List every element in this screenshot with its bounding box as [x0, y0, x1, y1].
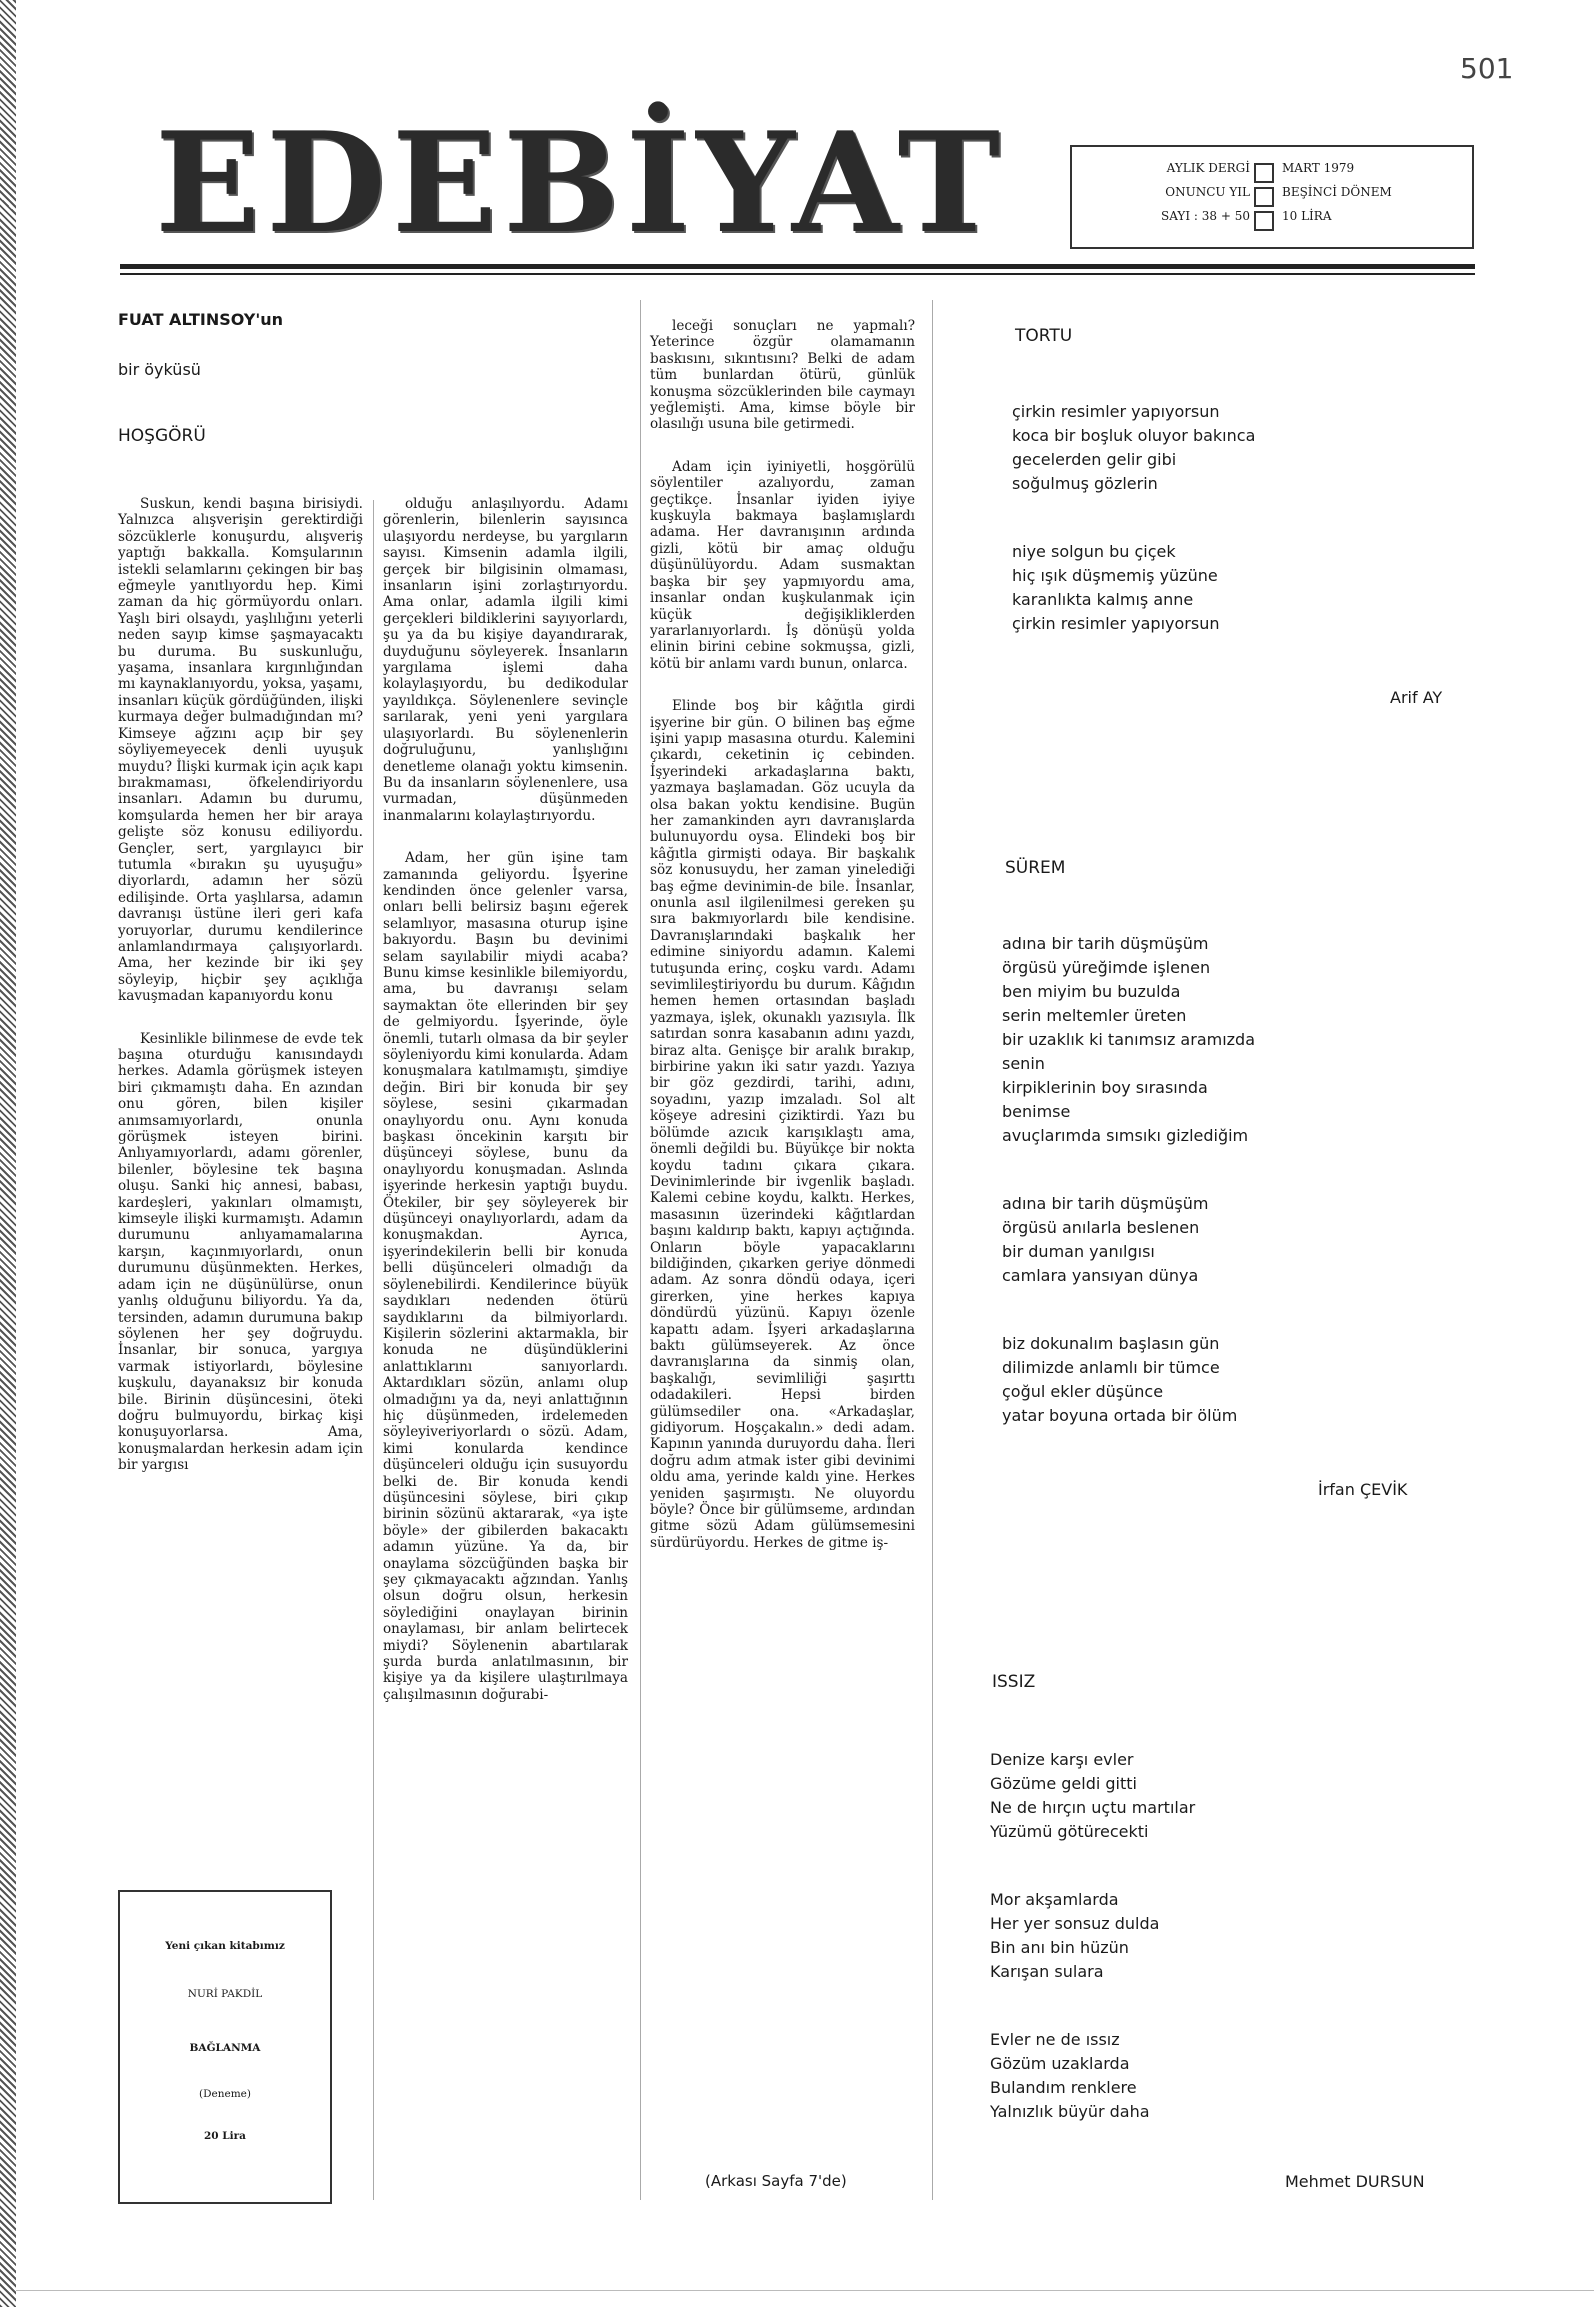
- info-right-3: 10 LİRA: [1282, 209, 1332, 223]
- poem-issiz: [990, 1748, 1420, 2168]
- paragraph: Adam için iyiniyetli, hoşgörülü söylentiler azalıyordu, zaman geçtikçe. İnsanlar iyiden iyiye kuşkuyla bakmaya başlamışlardı adama. Her davranışının ardında gizli, kötü bir amaç olduğu düşünülüyordu. Adam susmaktan başka bir şey yapmıyordu ama, insanlar ondan kuşkulanmak için küçük değişikliklerden yararlanıyorlardı. İş dönüşü yolda elinin birini cebine sokmuşsa, gizli, kötü bir anlamı vardı bunun, onlarca.: [650, 458, 915, 672]
- poem-author: İrfan ÇEVİK: [1318, 1480, 1408, 1499]
- stanza: Denize karşı evler Gözüme geldi gitti Ne de hırçın uçtu martılar Yüzümü götürecekti: [990, 1750, 1196, 1841]
- poem-tortu: [1012, 400, 1432, 680]
- story-column-3: [650, 318, 915, 1577]
- column-divider: [640, 300, 641, 2200]
- story-author: FUAT ALTINSOY'un: [118, 310, 284, 329]
- checkbox-icon: [1254, 211, 1274, 231]
- info-left-3: SAYI : 38 + 50: [1161, 209, 1250, 223]
- stanza: adına bir tarih düşmüşüm örgüsü anılarla beslenen bir duman yanılgısı camlara yansıyan dünya: [1002, 1194, 1209, 1285]
- ad-intro: Yeni çıkan kitabımız: [165, 1940, 285, 1952]
- column-divider: [373, 500, 374, 2200]
- paragraph: Suskun, kendi başına birisiydi. Yalnızca alışverişin gerektirdiği sözcüklerle konuşurdu, alışveriş yaptığı bakkalla. Komşularının istekli selamlarını çekingen bir baş eğmeyle yanıtlıyordu hep. Kimi zaman da hiç görmüyordu onları. Yaşlı biri olsaydı, yaşlılığını yeterli neden sayıp kimse şaşmayacaktı bu duruma. Bu suskunluğu, yaşama, insanlara kırgınlığından mı kaynaklanıyordu, yoksa, yaşamı, insanları küçük gördüğünden, ilişki kurmaya değer bulmadığından mı? Kimseye ağzını açıp bir şey söyliyemeyecek denli uyuşuk muydu? İlişki kurmak için açık kapı bırakmaması, öfkelendiriyordu insanları. Adamın bu durumu, komşularda hemen her bir araya gelişte söz konusu ediliyordu. Gençler, sert, yargılayıcı bir tutumla «bırakın şu uyuşuğu» diyorlardı, adamın her sözü edilişinde. Orta yaşlılarsa, adamın davranışı üstüne ileri geri kafa yoruyorlar, durumu kendilerince anlamlandırmaya çalışıyorlardı. Ama, her kezinde bir iki şey söyleyip, hiçbir şey açıklığa kavuşmadan kapanıyordu konu: [118, 496, 363, 1005]
- masthead-rule-thin: [120, 273, 1475, 275]
- stanza: niye solgun bu çiçek hiç ışık düşmemiş yüzüne karanlıkta kalmış anne çirkin resimler yapıyorsun: [1012, 542, 1220, 633]
- stanza: adına bir tarih düşmüşüm örgüsü yüreğimde işlenen ben miyim bu buzulda serin meltemler üreten bir uzaklık ki tanımsız aramızda senin kirpiklerinin boy sırasında benimse avuçlarımda sımsıkı gizlediğim: [1002, 934, 1256, 1145]
- info-left-2: ONUNCU YIL: [1165, 185, 1250, 199]
- story-subtitle: bir öyküsü: [118, 360, 201, 379]
- story-column-2: [383, 496, 628, 1729]
- masthead-title: [155, 101, 1035, 264]
- info-right-2: BEŞİNCİ DÖNEM: [1282, 185, 1392, 199]
- poem-author: Arif AY: [1390, 688, 1443, 707]
- ad-author: NURİ PAKDİL: [187, 1988, 263, 2000]
- stanza: Evler ne de ıssız Gözüm uzaklarda Bulandım renklere Yalnızlık büyür daha: [990, 2030, 1150, 2121]
- continued-note: (Arkası Sayfa 7'de): [705, 2172, 847, 2190]
- paragraph: leceği sonuçları ne yapmalı? Yeterince özgür olamamanın baskısını, sıkıntısını? Belki de adam tüm bunlardan ötürü, günlük konuşma sözcüklerinden bile caymayı yeğlemişti. Ama, kimse böyle bir olasılığı usuna bile getirmedi.: [650, 318, 915, 433]
- poem-author: Mehmet DURSUN: [1285, 2172, 1425, 2191]
- stanza: çirkin resimler yapıyorsun koca bir boşluk oluyor bakınca gecelerden gelir gibi soğulmuş gözlerin: [1012, 402, 1256, 493]
- page-number: 501: [1460, 52, 1514, 85]
- info-left-1: AYLIK DERGİ: [1166, 161, 1250, 175]
- ad-genre: (Deneme): [199, 2088, 251, 2100]
- checkbox-icon: [1254, 163, 1274, 183]
- paragraph: Adam, her gün işine tam zamanında geliyordu. İşyerine kendinden önce gelenler varsa, onları belli belirsiz başını eğerek selamlıyor, masasına oturup işine bakıyordu. Başın bu devinimi selam sayılabilir miydi acaba? Bunu kimse kesinlikle bilemiyordu, ama, bu davranışı selam saymaktan öte ellerinden bir şey de gelmiyordu. İşyerinde, öyle önemli, tutarlı olmasa da bir şeyler söyleniyordu kimi konularda. Adam konuşmalara katılmamıştı, şimdiye değin. Biri bir konuda bir şey söylese, sesini çıkarmadan onaylıyordu onu. Aynı konuda başkası öncekinin karşıtı bir düşünceyi söylese, bunu da onaylıyordu konuşmadan. Aslında işyerinde herkesin yaptığı buydu. Ötekiler, bir şey söyleyerek bir düşünceyi onaylıyorlardı, adam da konuşmakdan. Ayrıca, işyerindekilerin belli bir konuda belli düşünceleri olmadığı da söylenebilirdi. Kendilerince büyük saydıkları nedenden ötürü saydıklarını da bilmiyorlardı. Kişilerin sözlerini aktarmakla, bir konuda ne düşündüklerini anlattıklarını sanıyorlardı. Aktardıkları sözün, anlamı olup olmadığını ya da, neyi anlattığının hiç düşünmeden, irdelemeden söyleyiveriyorlardı o sözü. Adam, kimi konularda kendince düşünceleri olduğu için susuyordu belki de. Bir konuda kendi düşüncesini söylese, biri çıkıp birinin sözünü aktararak, «ya işte böyle» der gibilerden bakacaktı adamın yüzüne. Ya da, bir onaylama sözcüğünden başka bir şey çıkmayacaktı ağzından. Yanlış olsun doğru olsun, herkesin söylediğini onaylayan birinin onaylaması, bir anlam belirtecek miydi? Söylenenin abartılarak şurda burda anlatılmasının, bir kişiye ya da kişilere ulaştırılmaya çalışılmasının doğurabi-: [383, 850, 628, 1703]
- paragraph: Elinde boş bir kâğıtla girdi işyerine bir gün. O bilinen baş eğme işini yapıp masasına oturdu. Kalemini çıkardı, ceketinin iç cebinden. İşyerindeki arkadaşlarına baktı, yazmaya başlamadan. Göz ucuyla da olsa bakan yoktu kendisine. Bugün her zamankinden ayrı davranışlarda bulunuyordu oysa. Elindeki boş bir kâğıtla girmişti odaya. Bir başkalık söz konusuydu, her zaman yinelediği baş eğme devinimin-de bile. İnsanlar, onunla asıl ilgilenilmesi gereken şu sıra bakmıyorlardı bile kendisine. Davranışlarındaki başkalık her edimine siniyordu adamın. Kalemi tutuşunda erinç, coşku vardı. Adamı sevimlileştiriyordu bu durum. Kâğıdın hemen hemen ortasından başladı yazmaya, işlek, okunaklı yazısıyla. İlk satırdan sonra kasabanın adını yazdı, biraz alta. Genişçe bir aralık bırakıp, birbirine yakın iki satır yazdı. Yazıya bir göz gezdirdi, tarihi, adını, soyadını, yazıp imzaladı. Sol alt köşeye adresini çiziktirdi. Yazı bu bölümde azıcık karışıklaştı ama, önemli değildi bu. Büyükçe bir nokta koydu tadını çıkara çıkara. Devinimlerinde bir ivgenlik başladı. Kalemi cebine koydu, kalktı. Herkes, masasının üzerindeki kâğıtlardan başını kaldırıp baktı, kapıyı açtığında. Onların böyle yapacaklarını bildiğinden, çıkarken geriye dönmedi adam. Az sonra döndü odaya, içeri girerken, yine herkes kapıya döndürdü yüzünü. Kapıyı özenle kapattı adam. İşyeri arkadaşlarına baktı gülümseyerek. Az önce davranışlarına da sinmiş olan, başkalığı, sevimliliği şaşırttı odadakileri. Hepsi birden gülümsediler ona. «Arkadaşlar, gidiyorum. Hoşçakalın.» dedi adam. Kapının yanında duruyordu daha. İleri doğru adım atmak ister gibi devinimi oldu ama, yerinde kaldı yine. Herkes yeniden şaşırmıştı. Ne oluyordu böyle? Önce bir gülümseme, ardından gitme sözü Adam gülümsemesini sürdürüyordu. Herkes de gitme iş-: [650, 698, 915, 1551]
- masthead-title-text: EDEBİYAT: [155, 101, 1007, 264]
- info-right-1: MART 1979: [1282, 161, 1355, 175]
- stanza: biz dokunalım başlasın gün dilimizde anlamlı bir tümce çoğul ekler düşünce yatar boyuna ortada bir ölüm: [1002, 1334, 1238, 1425]
- poem-title-issiz: ISSIZ: [992, 1672, 1036, 1692]
- paragraph: olduğu anlaşılıyordu. Adamı görenlerin, bilenlerin sayısınca ulaşıyordu nerdeyse, bu yargıların sayısı. Kimsenin adamla ilgili, gerçek bir bilgisinin olmaması, insanların işini zorlaştırıyordu. Ama onlar, adamla ilgili kimi gerçekleri bildiklerini sayıyorlardı, şu ya da bu kişiye dayandırarak, duyduğunu söyleyerek. İnsanların yargılama işlemi daha kolaylaşıyordu, bu dedikodular yayıldıkça. Söylenenlere sevinçle sarılarak, yeni yeni yargılara ulaşıyorlardı. Bu söylenenlerin doğruluğunu, yanlışlığını denetleme olanağı yoktu kimsenin. Bu da insanların söylenenlere, usa vurmadan, düşünmeden inanmalarını kolaylaştırıyordu.: [383, 496, 628, 824]
- column-divider: [932, 300, 933, 2200]
- story-column-1: [118, 496, 363, 1500]
- paragraph: Kesinlikle bilinmese de evde tek başına oturduğu kanısındaydı herkes. Adamla görüşmek isteyen biri çıkmamıştı daha. En azından onu gören, bilen kişiler anımsamıyorlardı, onunla görüşmek isteyen birini. Anlıyamıyorlardı, adamı görenler, bilenler, böylesine tek başına oluşu. Sanki hiç annesi, babası, kardeşleri, yakınları olmamıştı, kimseyle ilişki kurmamıştı. Adamın durumunu anlıyamamalarına karşın, kaçınmıyorlardı, onun durumunu düşünmekten. Herkes, adam için ne düşünülürse, onun yanlış olduğunu biliyordu. Ya da, tersinden, adamın durumuna bakıp söylenen her şey doğruydu. İnsanlar, bir sonuca, yargıya varmak istiyorlardı, böylesine kuşkulu, dayanaksız bir konuda bile. Birinin düşüncesini, öteki doğru bulmuyordu, birkaç kişi konuşuyorlarsa. Ama, konuşmalardan herkesin adam için bir yargısı: [118, 1030, 363, 1474]
- book-advertisement: [118, 1890, 332, 2204]
- stanza: Mor akşamlarda Her yer sonsuz dulda Bin anı bin hüzün Karışan sulara: [990, 1890, 1160, 1981]
- checkbox-icon: [1254, 187, 1274, 207]
- ad-book-title: BAĞLANMA: [189, 2042, 261, 2054]
- poem-title-surem: SÜREM: [1005, 858, 1066, 878]
- ad-price: 20 Lira: [204, 2130, 246, 2142]
- page-bottom-edge: [16, 2290, 1594, 2291]
- issue-info-box: [1070, 145, 1474, 249]
- binding-edge: [0, 0, 16, 2307]
- poem-surem: [1002, 932, 1432, 1472]
- masthead-rule: [120, 264, 1475, 269]
- poem-title-tortu: TORTU: [1015, 326, 1073, 346]
- story-title: HOŞGÖRÜ: [118, 426, 206, 446]
